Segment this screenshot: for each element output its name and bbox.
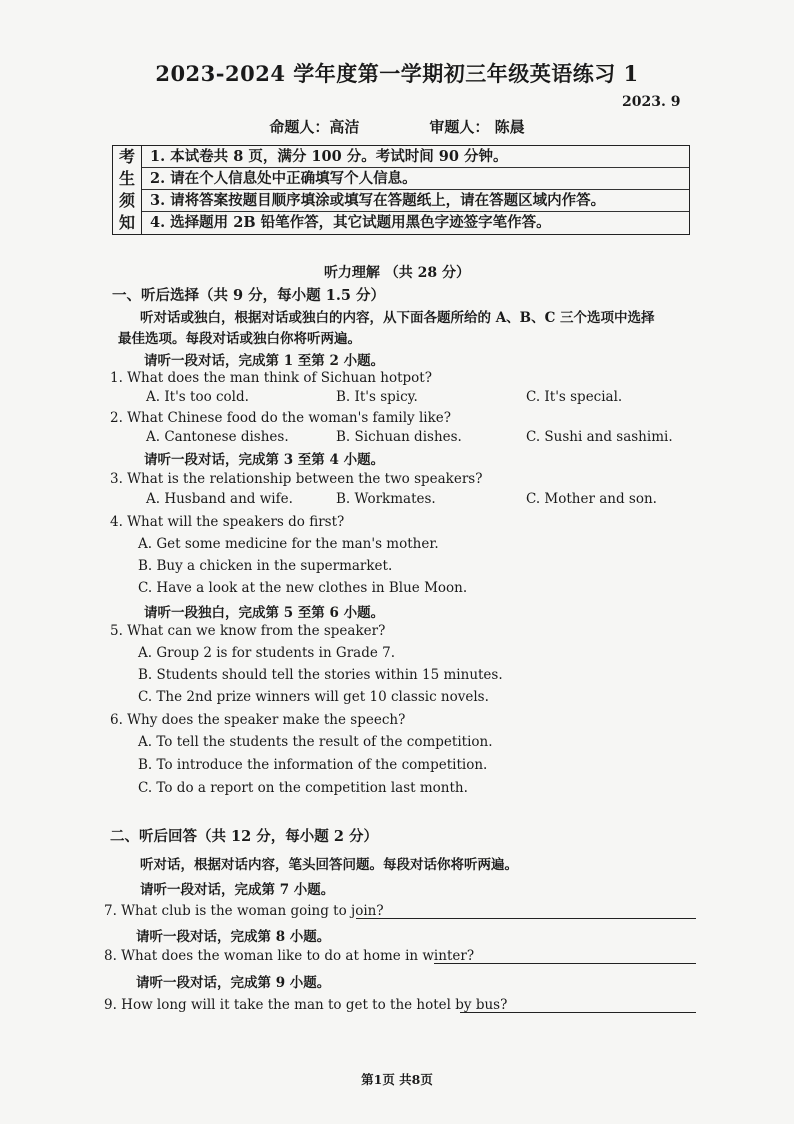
sub-instruction: 请听一段独白，完成第 5 至第 6 小题。 <box>144 605 385 621</box>
option-c: C. It's special. <box>526 389 623 405</box>
answer-line[interactable] <box>434 963 696 964</box>
option-c: C. The 2nd prize winners will get 10 classic novels. <box>138 689 489 705</box>
setter: 命题人：高洁 <box>269 118 360 136</box>
sub-instruction: 请听一段对话，完成第 8 小题。 <box>136 929 331 945</box>
option-c: C. Sushi and sashimi. <box>526 429 673 445</box>
option-a: A. Cantonese dishes. <box>146 429 289 445</box>
option-a: A. It's too cold. <box>146 389 249 405</box>
option-a: A. Group 2 is for students in Grade 7. <box>138 645 396 661</box>
option-b: B. Workmates. <box>336 491 436 507</box>
question-stem: 2. What Chinese food do the woman's family like? <box>110 410 451 426</box>
notice-rule: 3. 请将答案按题目顺序填涂或填写在答题纸上，请在答题区域内作答。 <box>142 190 689 212</box>
option-b: B. Buy a chicken in the supermarket. <box>138 558 393 574</box>
option-b: B. Students should tell the stories within 15 minutes. <box>138 667 503 683</box>
reviewer: 审题人： 陈晨 <box>429 118 525 136</box>
option-a: A. Get some medicine for the man's mother. <box>138 536 439 552</box>
part2-instruction: 听对话，根据对话内容，笔头回答问题。每段对话你将听两遍。 <box>140 857 518 873</box>
question-stem: 4. What will the speakers do first? <box>110 514 345 530</box>
notice-rule: 4. 选择题用 2B 铅笔作答，其它试题用黑色字迹签字笔作答。 <box>150 214 551 231</box>
option-b: B. To introduce the information of the competition. <box>138 757 488 773</box>
page-footer: 第1页 共8页 <box>361 1072 433 1087</box>
question-stem: 9. How long will it take the man to get to the hotel by bus? <box>104 997 508 1013</box>
sub-instruction: 请听一段对话，完成第 1 至第 2 小题。 <box>144 353 385 369</box>
option-c: C. To do a report on the competition last month. <box>138 780 468 796</box>
question-stem: 1. What does the man think of Sichuan hotpot? <box>110 370 432 386</box>
question-stem: 7. What club is the woman going to join? <box>104 903 384 919</box>
notice-rule: 1. 本试卷共 8 页，满分 100 分。考试时间 90 分钟。 <box>142 146 689 168</box>
question-stem: 3. What is the relationship between the two speakers? <box>110 471 483 487</box>
option-b: B. Sichuan dishes. <box>336 429 462 445</box>
authors <box>0 116 794 137</box>
answer-line[interactable] <box>460 1012 696 1013</box>
part2-heading: 二、听后回答（共 12 分，每小题 2 分） <box>110 828 378 845</box>
notice-rules <box>142 146 689 234</box>
question-stem: 5. What can we know from the speaker? <box>110 623 386 639</box>
answer-line[interactable] <box>356 918 696 919</box>
listening-section-title: 听力理解 （共 28 分） <box>323 265 471 281</box>
notice-rule: 2. 请在个人信息处中正确填写个人信息。 <box>142 168 689 190</box>
exam-date: 2023. 9 <box>622 94 681 110</box>
option-a: A. Husband and wife. <box>146 491 293 507</box>
page-title: 2023-2024 学年度第一学期初三年级英语练习 1 <box>155 61 639 86</box>
sub-instruction: 请听一段对话，完成第 7 小题。 <box>140 882 335 898</box>
option-c: C. Have a look at the new clothes in Blue Moon. <box>138 580 468 596</box>
option-b: B. It's spicy. <box>336 389 418 405</box>
part1-instruction: 听对话或独白，根据对话或独白的内容，从下面各题所给的 A、B、C 三个选项中选择 <box>140 310 655 326</box>
exam-notice-box <box>112 145 690 235</box>
option-c: C. Mother and son. <box>526 491 657 507</box>
part1-heading: 一、听后选择（共 9 分，每小题 1.5 分） <box>112 287 386 304</box>
question-stem: 6. Why does the speaker make the speech? <box>110 712 406 728</box>
question-stem: 8. What does the woman like to do at home in winter? <box>104 948 475 964</box>
part1-instruction: 最佳选项。每段对话或独白你将听两遍。 <box>118 331 361 347</box>
sub-instruction: 请听一段对话，完成第 9 小题。 <box>136 975 331 991</box>
sub-instruction: 请听一段对话，完成第 3 至第 4 小题。 <box>144 452 385 468</box>
notice-side-label: 考 生 须 知 <box>113 146 142 234</box>
option-a: A. To tell the students the result of the competition. <box>138 734 493 750</box>
